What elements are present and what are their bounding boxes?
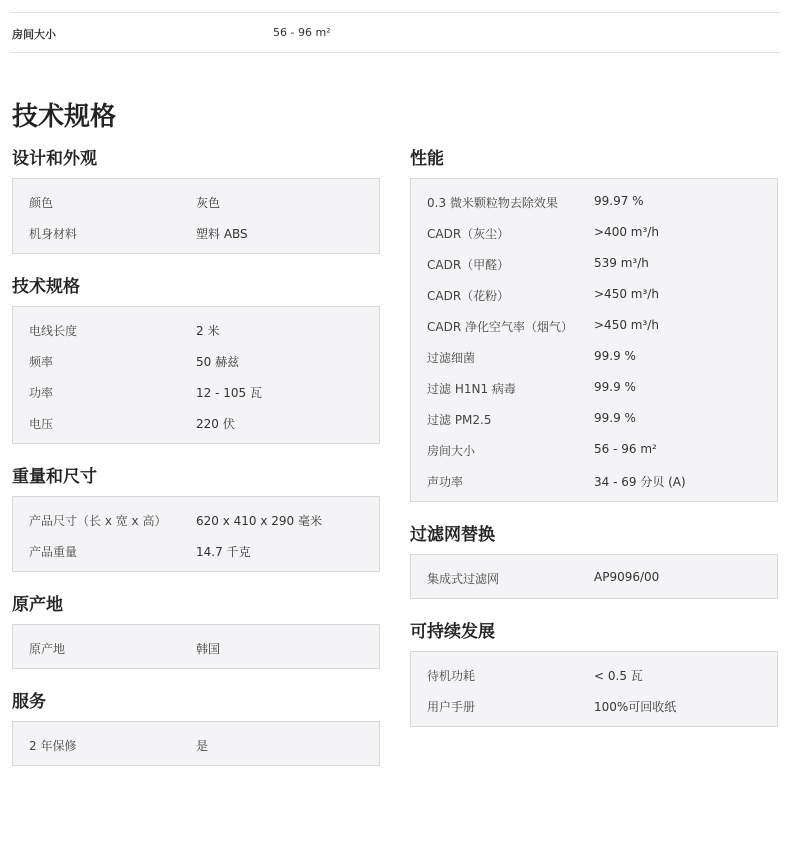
spec-label: CADR（花粉）	[427, 289, 510, 303]
spec-value: 99.9 %	[594, 349, 636, 363]
spec-row	[13, 186, 379, 217]
spec-label: 产品尺寸（长 x 宽 x 高）	[29, 514, 167, 528]
top-spec-value: 56 - 96 m²	[273, 26, 331, 39]
spec-value: 34 - 69 分贝 (A)	[594, 475, 686, 489]
spec-value: 12 - 105 瓦	[196, 386, 262, 400]
spec-value: 99.97 %	[594, 194, 644, 208]
spec-row	[13, 729, 379, 760]
spec-label: 过滤细菌	[427, 351, 476, 365]
spec-label: 2 年保修	[29, 739, 77, 753]
spec-table	[12, 624, 380, 669]
spec-value: >400 m³/h	[594, 225, 659, 239]
spec-row	[13, 217, 379, 248]
spec-label: 房间大小	[427, 444, 476, 458]
top-divider-bottom	[10, 52, 780, 53]
spec-row	[411, 372, 777, 403]
section-title: 重量和尺寸	[12, 467, 97, 487]
spec-label: 0.3 微米颗粒物去除效果	[427, 196, 558, 210]
spec-section	[410, 524, 778, 599]
spec-section	[12, 594, 380, 669]
right-column	[410, 148, 778, 749]
spec-section	[410, 148, 778, 502]
spec-label: 产品重量	[29, 545, 78, 559]
spec-value: 韩国	[196, 642, 221, 656]
spec-value: >450 m³/h	[594, 318, 659, 332]
spec-row	[13, 345, 379, 376]
spec-row	[13, 314, 379, 345]
spec-label: 过滤 PM2.5	[427, 413, 492, 427]
spec-value: 塑料 ABS	[196, 227, 248, 241]
spec-row	[411, 690, 777, 721]
section-title: 设计和外观	[12, 149, 97, 169]
spec-section	[12, 276, 380, 444]
spec-row	[411, 217, 777, 248]
section-title: 性能	[410, 149, 444, 169]
section-title: 过滤网替换	[410, 525, 495, 545]
spec-value: < 0.5 瓦	[594, 669, 643, 683]
spec-value: >450 m³/h	[594, 287, 659, 301]
spec-label: 集成式过滤网	[427, 572, 500, 586]
spec-label: 声功率	[427, 475, 464, 489]
spec-value: 灰色	[196, 196, 221, 210]
spec-table	[12, 306, 380, 444]
spec-row	[411, 465, 777, 496]
left-column	[12, 148, 380, 788]
spec-table	[12, 178, 380, 254]
spec-label: CADR（甲醛）	[427, 258, 510, 272]
spec-value: 是	[196, 739, 209, 753]
spec-label: 用户手册	[427, 700, 476, 714]
spec-table	[410, 554, 778, 599]
spec-label: 颜色	[29, 196, 54, 210]
top-spec-row	[12, 24, 772, 44]
spec-row	[13, 376, 379, 407]
spec-table	[410, 651, 778, 727]
spec-value: AP9096/00	[594, 570, 660, 584]
spec-value: 539 m³/h	[594, 256, 649, 270]
spec-row	[411, 434, 777, 465]
spec-row	[13, 632, 379, 663]
spec-row	[411, 659, 777, 690]
spec-row	[411, 186, 777, 217]
spec-table	[12, 721, 380, 766]
spec-section	[410, 621, 778, 727]
spec-label: 原产地	[29, 642, 66, 656]
spec-label: CADR 净化空气率（烟气）	[427, 320, 573, 334]
spec-row	[13, 407, 379, 438]
spec-value: 620 x 410 x 290 毫米	[196, 514, 322, 528]
section-title: 服务	[12, 692, 46, 712]
section-title: 技术规格	[12, 277, 80, 297]
spec-value: 50 赫兹	[196, 355, 240, 369]
spec-label: 电线长度	[29, 324, 78, 338]
spec-row	[411, 341, 777, 372]
page-title: 技术规格	[12, 102, 117, 132]
spec-row	[411, 248, 777, 279]
spec-label: 过滤 H1N1 病毒	[427, 382, 516, 396]
spec-section	[12, 148, 380, 254]
spec-table	[410, 178, 778, 502]
spec-label: 频率	[29, 355, 54, 369]
spec-value: 2 米	[196, 324, 220, 338]
spec-value: 100%可回收纸	[594, 700, 677, 714]
section-title: 可持续发展	[410, 622, 495, 642]
spec-row	[411, 279, 777, 310]
spec-row	[411, 403, 777, 434]
spec-row	[411, 310, 777, 341]
spec-value: 220 伏	[196, 417, 235, 431]
spec-value: 14.7 千克	[196, 545, 251, 559]
spec-row	[13, 504, 379, 535]
spec-label: 电压	[29, 417, 54, 431]
spec-section	[12, 466, 380, 572]
spec-table	[12, 496, 380, 572]
top-spec-label: 房间大小	[12, 28, 56, 41]
spec-label: CADR（灰尘）	[427, 227, 510, 241]
section-title: 原产地	[12, 595, 63, 615]
spec-label: 功率	[29, 386, 54, 400]
spec-row	[411, 562, 777, 593]
spec-value: 56 - 96 m²	[594, 442, 657, 456]
spec-row	[13, 535, 379, 566]
spec-label: 机身材料	[29, 227, 78, 241]
top-divider	[10, 12, 780, 13]
spec-label: 待机功耗	[427, 669, 476, 683]
spec-section	[12, 691, 380, 766]
spec-value: 99.9 %	[594, 411, 636, 425]
spec-value: 99.9 %	[594, 380, 636, 394]
